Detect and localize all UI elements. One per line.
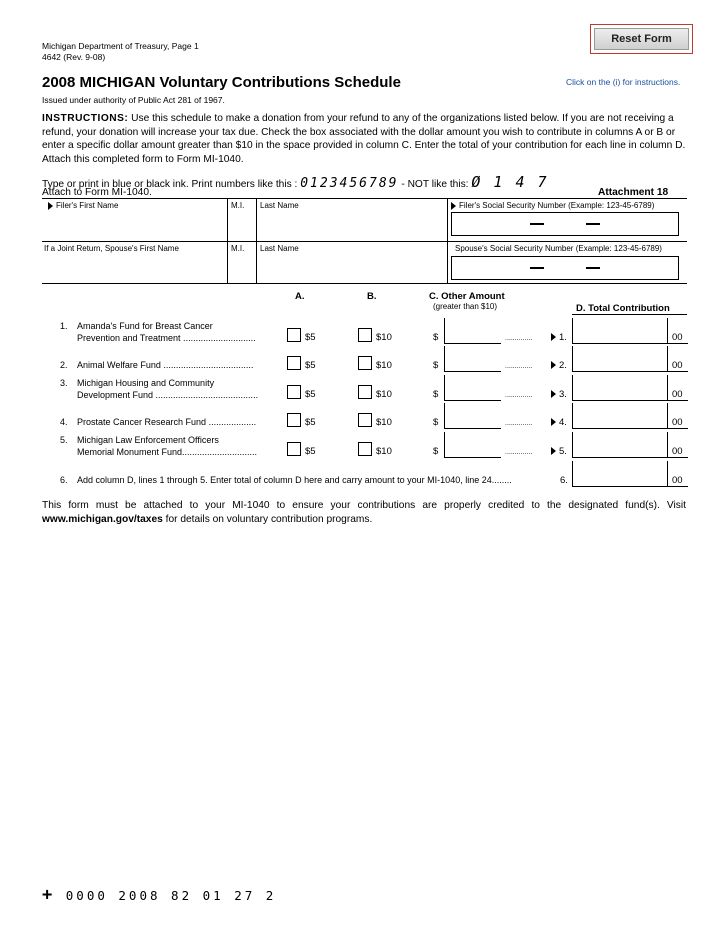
column-d-input[interactable]: [572, 432, 688, 458]
arrow-right-icon: [551, 361, 556, 369]
row-fund-name: Animal Welfare Fund ....................................: [77, 360, 254, 370]
michigan-taxes-link[interactable]: www.michigan.gov/taxes: [42, 514, 163, 525]
ink-middle: - NOT like this:: [401, 179, 469, 190]
column-a-amount: $5: [305, 417, 316, 428]
column-a-checkbox[interactable]: [287, 442, 301, 456]
row-fund-name: Development Fund .........................................: [77, 390, 259, 400]
row-fund-name: Amanda's Fund for Breast Cancer: [77, 321, 213, 331]
row-number: 5.: [60, 435, 68, 445]
column-a-header: A.: [295, 291, 305, 302]
column-b-amount: $10: [376, 446, 392, 457]
column-a-checkbox[interactable]: [287, 328, 301, 342]
column-c-input[interactable]: [444, 403, 501, 429]
column-c-subheader: (greater than $10): [433, 302, 498, 311]
ssn-separator: [530, 223, 544, 225]
column-d-underline: [572, 314, 687, 315]
cents-value: 00: [672, 360, 683, 371]
arrow-right-icon: [551, 390, 556, 398]
cents-divider: [667, 403, 668, 428]
column-d-input[interactable]: [572, 346, 688, 372]
cents-divider: [667, 461, 668, 486]
column-b-amount: $10: [376, 417, 392, 428]
column-c-input[interactable]: [444, 432, 501, 458]
leader-dots: ..............: [505, 335, 533, 342]
instructions-text: Use this schedule to make a donation from your refund to any of the organizations listed below. If you are not receiving a refund, your donation will increase your tax due. Check the box associated with the dollar amount you wish to contribute in columns A or B or enter a specific dollar amount greater than $10 in the space provided in column C. Enter the total of your contribution for each line in column D. Attach this completed form to Form MI-1040.: [42, 113, 686, 165]
row-fund-name: Michigan Law Enforcement Officers: [77, 435, 219, 445]
column-d-line-number: 2.: [551, 360, 567, 371]
reset-form-button[interactable]: Reset Form: [594, 28, 689, 50]
column-a-checkbox[interactable]: [287, 413, 301, 427]
arrow-right-icon: [451, 202, 456, 210]
column-b-checkbox[interactable]: [358, 442, 372, 456]
column-c-input[interactable]: [444, 375, 501, 401]
spouse-first-name-label: If a Joint Return, Spouse's First Name: [44, 244, 179, 253]
cents-value: 00: [672, 332, 683, 343]
cents-divider: [667, 346, 668, 371]
column-c-dollar: $: [433, 332, 439, 343]
attachment-number: Attachment 18: [598, 187, 669, 198]
row-fund-name: Prevention and Treatment .............................: [77, 333, 256, 343]
leader-dots: ..............: [505, 420, 533, 427]
filer-mi-label: M.I.: [231, 201, 245, 210]
row-fund-name: Memorial Monument Fund..............................: [77, 447, 258, 457]
column-d-line-number: 3.: [551, 389, 567, 400]
column-d-input[interactable]: [572, 403, 688, 429]
filer-last-name-label: Last Name: [260, 201, 299, 210]
ssn-separator: [586, 223, 600, 225]
cents-divider: [667, 432, 668, 457]
leader-dots: ..............: [505, 363, 533, 370]
column-c-dollar: $: [433, 360, 439, 371]
leader-dots: ..............: [505, 392, 533, 399]
column-b-checkbox[interactable]: [358, 328, 372, 342]
column-d-input[interactable]: [572, 375, 688, 401]
row-number: 3.: [60, 378, 68, 388]
cents-value: 00: [672, 446, 683, 457]
footer-text: for details on voluntary contribution programs.: [165, 514, 373, 525]
cents-divider: [667, 318, 668, 343]
column-c-input[interactable]: [444, 346, 501, 372]
column-c-dollar: $: [433, 417, 439, 428]
scan-line: [42, 885, 276, 905]
column-c-input[interactable]: [444, 318, 501, 344]
column-b-amount: $10: [376, 332, 392, 343]
row-fund-name: Prostate Cancer Research Fund ...................: [77, 417, 257, 427]
row-number: 6.: [60, 475, 68, 485]
column-a-amount: $5: [305, 446, 316, 457]
plus-mark: +: [42, 885, 56, 905]
row-fund-name: Michigan Housing and Community: [77, 378, 215, 388]
spouse-last-name-label: Last Name: [260, 244, 299, 253]
leader-dots: ..............: [505, 449, 533, 456]
page-title: 2008 MICHIGAN Voluntary Contributions Schedule: [42, 74, 401, 91]
bad-number-sample: Ø 1 4 7: [471, 173, 549, 191]
scan-digits: 0000 2008 82 01 27 2: [65, 888, 277, 903]
column-b-checkbox[interactable]: [358, 413, 372, 427]
grid-middle-border: [42, 241, 687, 242]
arrow-right-icon: [551, 418, 556, 426]
attach-line: Attach to Form MI-1040.: [42, 187, 152, 198]
column-a-amount: $5: [305, 332, 316, 343]
spouse-ssn-input[interactable]: [451, 256, 679, 280]
filer-ssn-label: Filer's Social Security Number (Example: 123-45-6789): [451, 201, 654, 210]
grid-divider: [256, 198, 257, 283]
arrow-right-icon: [48, 202, 53, 210]
column-b-amount: $10: [376, 360, 392, 371]
column-b-header: B.: [367, 291, 377, 302]
ssn-separator: [586, 267, 600, 269]
column-d-line-number: 6.: [560, 475, 568, 486]
grid-top-border: [42, 198, 687, 199]
column-b-amount: $10: [376, 389, 392, 400]
column-a-amount: $5: [305, 360, 316, 371]
spouse-ssn-label: Spouse's Social Security Number (Example: 123-45-6789): [455, 244, 662, 253]
reset-button-frame: [590, 24, 693, 54]
column-d-header: D. Total Contribution: [576, 303, 670, 314]
column-a-amount: $5: [305, 389, 316, 400]
instructions-link[interactable]: Click on the (i) for instructions.: [566, 77, 681, 87]
footer-note: [42, 499, 686, 527]
filer-ssn-input[interactable]: [451, 212, 679, 236]
total-row-text: Add column D, lines 1 through 5. Enter total of column D here and carry amount to your MI-1040, line 24........: [77, 475, 512, 485]
grid-divider: [227, 198, 228, 283]
column-b-checkbox[interactable]: [358, 356, 372, 370]
instructions-block: [42, 112, 686, 166]
row-number: 4.: [60, 417, 68, 427]
total-contribution-input[interactable]: [572, 461, 688, 487]
column-d-input[interactable]: [572, 318, 688, 344]
instructions-label: INSTRUCTIONS:: [42, 113, 129, 124]
cents-divider: [667, 375, 668, 400]
form-number: 4642 (Rev. 9-08): [42, 52, 106, 62]
ssn-separator: [530, 267, 544, 269]
cents-value: 00: [672, 475, 683, 486]
authority-line: Issued under authority of Public Act 281 of 1967.: [42, 95, 225, 105]
ink-prefix: Type or print in blue or black ink. Print numbers like this :: [42, 179, 298, 190]
column-a-checkbox[interactable]: [287, 385, 301, 399]
good-number-sample: 0123456789: [300, 176, 399, 191]
filer-first-name-label: Filer's First Name: [48, 201, 118, 210]
department-line: Michigan Department of Treasury, Page 1: [42, 41, 199, 51]
column-c-dollar: $: [433, 389, 439, 400]
column-a-checkbox[interactable]: [287, 356, 301, 370]
column-b-checkbox[interactable]: [358, 385, 372, 399]
column-d-line-number: 4.: [551, 417, 567, 428]
column-d-line-number: 1.: [551, 332, 567, 343]
row-number: 2.: [60, 360, 68, 370]
arrow-right-icon: [551, 333, 556, 341]
grid-divider: [447, 198, 448, 283]
row-number: 1.: [60, 321, 68, 331]
column-c-dollar: $: [433, 446, 439, 457]
footer-text: This form must be attached to your MI-1040 to ensure your contributions are properly credited to the designated fund(s). Visit: [42, 500, 686, 511]
cents-value: 00: [672, 389, 683, 400]
column-c-header: C. Other Amount: [429, 291, 505, 302]
cents-value: 00: [672, 417, 683, 428]
spouse-mi-label: M.I.: [231, 244, 245, 253]
arrow-right-icon: [551, 447, 556, 455]
column-d-line-number: 5.: [551, 446, 567, 457]
grid-bottom-border: [42, 283, 687, 284]
